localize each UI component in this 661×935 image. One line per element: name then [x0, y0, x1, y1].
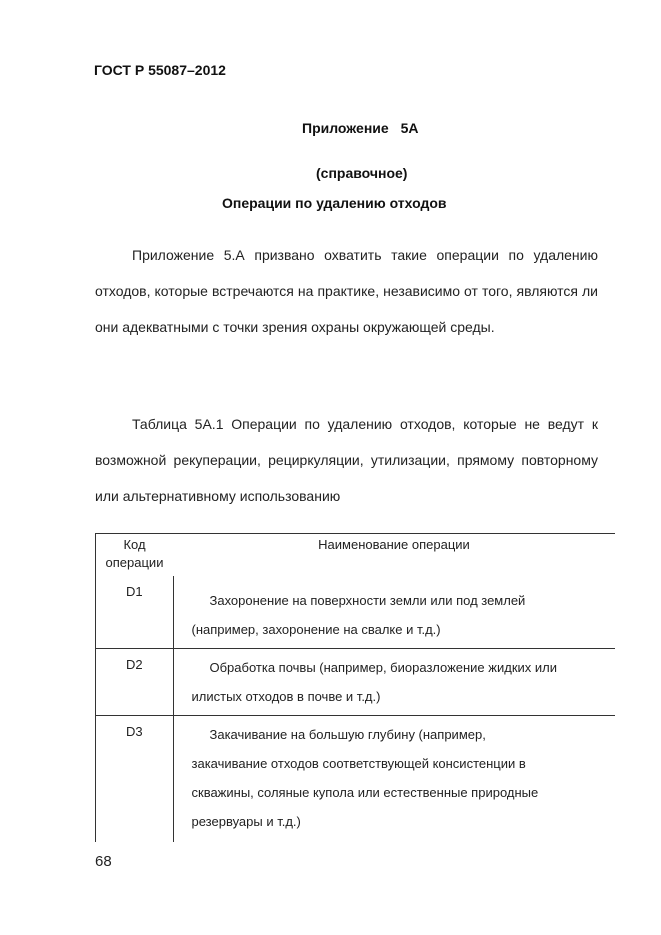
column-header-code: Код операции: [96, 534, 174, 577]
operation-code: D3: [96, 716, 174, 843]
operations-table: [95, 533, 615, 842]
appendix-heading: Операции по удалению отходов: [222, 195, 447, 211]
column-header-name: Наименование операции: [173, 534, 615, 577]
appendix-title: Приложение 5А: [302, 120, 419, 136]
operation-code: D1: [96, 576, 174, 649]
operation-name-line: Обработка почвы (например, биоразложение жидких или: [209, 660, 557, 675]
table-row: [96, 649, 616, 716]
table-row: [96, 576, 616, 649]
intro-paragraph: Приложение 5.А призвано охватить такие операции по удалению отходов, которые встречаются на практике, независимо от того, являются ли они адекватными с точки зрения охраны окружающей среды.: [95, 247, 598, 335]
operation-name-line: (например, захоронение на свалке и т.д.): [191, 622, 441, 637]
operation-name: [173, 716, 615, 843]
table-row: [96, 716, 616, 843]
operation-name-line: резервуары и т.д.): [191, 814, 301, 829]
operation-code: D2: [96, 649, 174, 716]
operation-name-line: Захоронение на поверхности земли или под землей: [209, 593, 526, 608]
page-number: 68: [95, 853, 112, 870]
appendix-subtitle: (справочное): [316, 165, 408, 181]
table-header-row: [96, 534, 616, 577]
operation-name-line: илистых отходов в почве и т.д.): [191, 689, 381, 704]
operation-name: [173, 576, 615, 649]
table-caption: Таблица 5А.1 Операции по удалению отходов, которые не ведут к возможной рекуперации, рециркуляции, утилизации, прямому повторному или альтернативному использованию: [95, 416, 598, 504]
operation-name-line: Закачивание на большую глубину (например,: [209, 727, 486, 742]
operation-name-line: закачивание отходов соответствующей консистенции в: [191, 756, 526, 771]
standard-header: ГОСТ Р 55087–2012: [94, 62, 226, 78]
operation-name: [173, 649, 615, 716]
operation-name-line: скважины, соляные купола или естественные природные: [191, 785, 539, 800]
